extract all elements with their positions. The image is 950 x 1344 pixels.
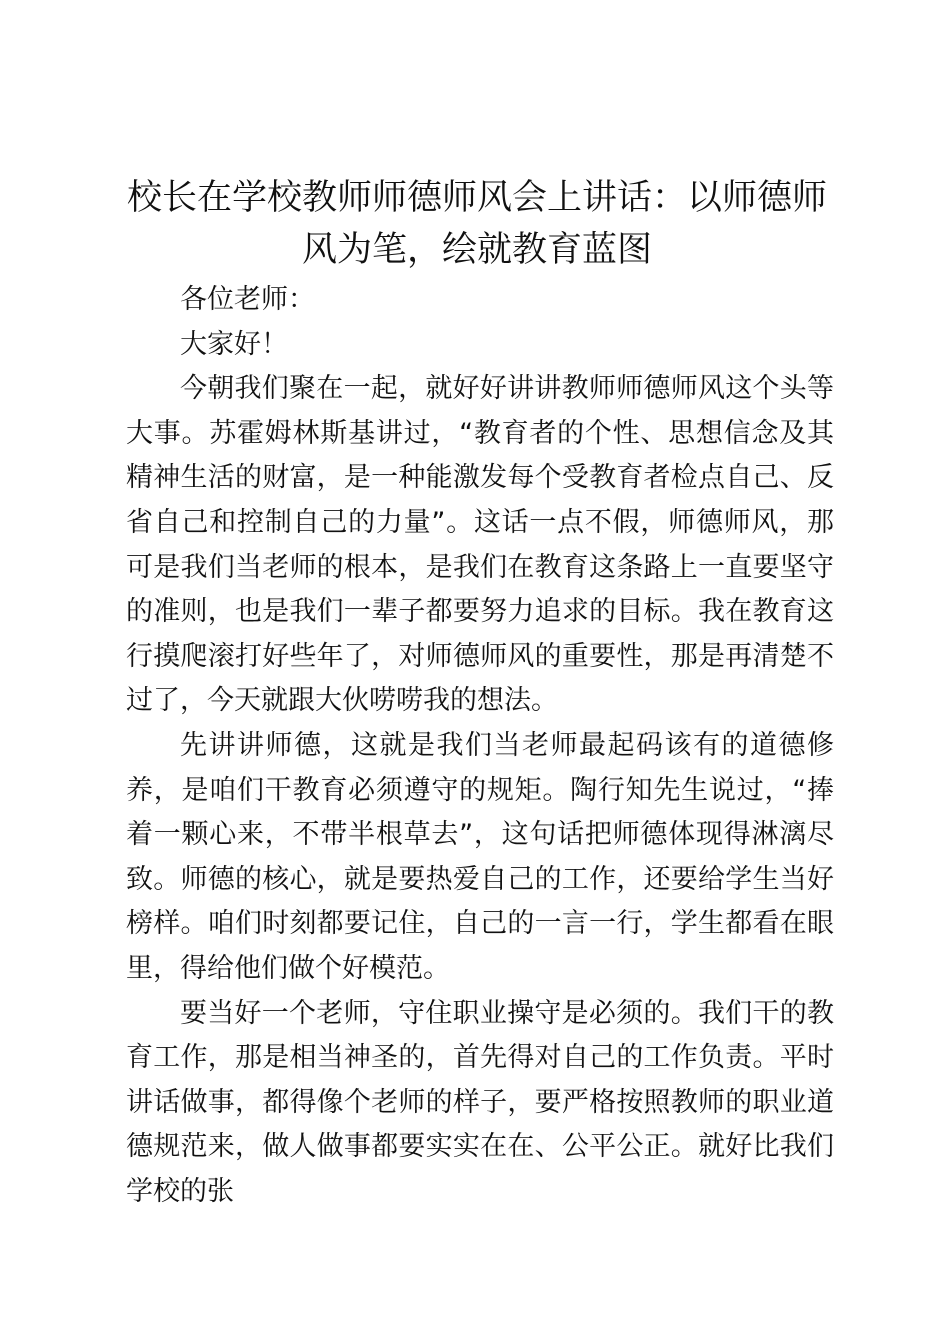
- body-paragraph: 要当好一个老师，守住职业操守是必须的。我们干的教育工作，那是相当神圣的，首先得对自己的工作负责。平时讲话做事，都得像个老师的样子，要严格按照教师的职业道德规范来，做人做事都要实实在在、公平公正。就好比我们学校的张: [126, 997, 834, 1207]
- greeting: 大家好！: [180, 328, 288, 360]
- body-paragraph: 先讲讲师德，这就是我们当老师最起码该有的道德修养，是咱们干教育必须遵守的规矩。陶行知先生说过，“捧着一颗心来，不带半根草去”，这句话把师德体现得淋漓尽致。师德的核心，就是要热爱自己的工作，还要给学生当好榜样。咱们时刻都要记住，自己的一言一行，学生都看在眼里，得给他们做个好模范。: [126, 729, 834, 984]
- document-body: [126, 278, 834, 1214]
- salutation: 各位老师：: [180, 284, 315, 315]
- body-paragraph: 今朝我们聚在一起，就好好讲讲教师师德师风这个头等大事。苏霍姆林斯基讲过，“教育者的个性、思想信念及其精神生活的财富，是一种能激发每个受教育者检点自己、反省自己和控制自己的力量”。这话一点不假，师德师风，那可是我们当老师的根本，是我们在教育这条路上一直要坚守的准则，也是我们一辈子都要努力追求的目标。我在教育这行摸爬滚打好些年了，对师德师风的重要性，那是再清楚不过了，今天就跟大伙唠唠我的想法。: [126, 373, 834, 717]
- document-title: 校长在学校教师师德师风会上讲话：以师德师风为笔，绘就教育蓝图: [126, 178, 827, 270]
